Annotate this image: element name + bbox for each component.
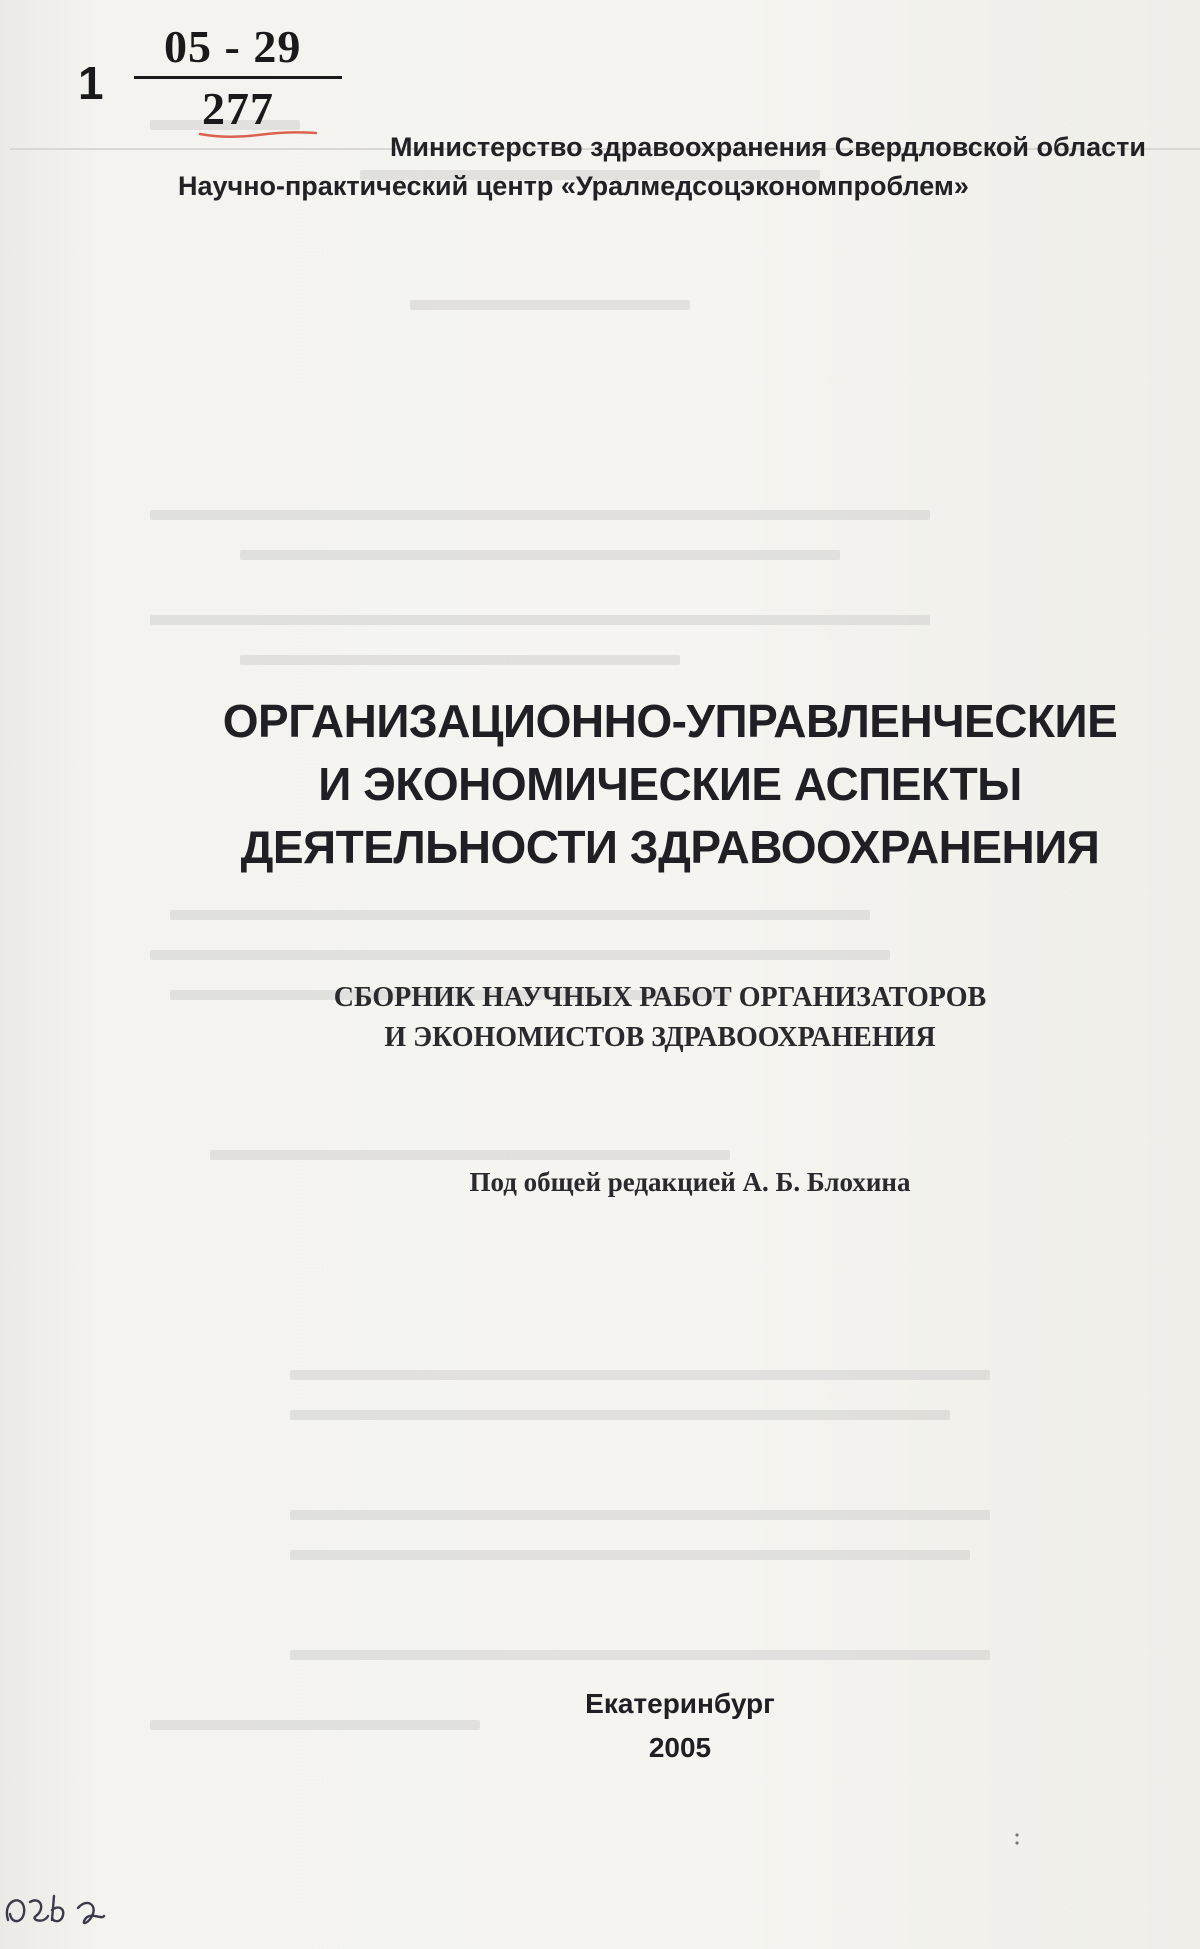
ministry-name: Министерство здравоохранения Свердловской области bbox=[389, 132, 1146, 162]
book-title bbox=[150, 690, 1190, 879]
shelf-mark-prefix: 1 bbox=[78, 57, 104, 109]
shelf-mark-top: 05 - 29 bbox=[164, 21, 302, 72]
editor-credit: Под общей редакцией А. Б. Блохина bbox=[469, 1167, 911, 1197]
shelf-mark-bottom: 277 bbox=[202, 83, 274, 134]
title-line: ДЕЯТЕЛЬНОСТИ ЗДРАВООХРАНЕНИЯ bbox=[240, 821, 1100, 873]
reverse-side-show-through bbox=[150, 110, 1080, 1760]
handwritten-inventory-note bbox=[0, 1880, 120, 1940]
library-shelf-mark bbox=[78, 18, 358, 138]
stray-mark bbox=[1014, 1832, 1020, 1846]
imprint-year: 2005 bbox=[648, 1732, 712, 1763]
imprint-city: Екатеринбург bbox=[585, 1688, 775, 1719]
publisher-header bbox=[160, 128, 1160, 206]
subtitle-line: И ЭКОНОМИСТОВ ЗДРАВООХРАНЕНИЯ bbox=[384, 1022, 936, 1053]
subtitle-line: СБОРНИК НАУЧНЫХ РАБОТ ОРГАНИЗАТОРОВ bbox=[333, 982, 987, 1013]
imprint bbox=[160, 1682, 1160, 1770]
book-subtitle bbox=[160, 978, 1160, 1058]
shelf-mark-fraction-bar bbox=[134, 76, 342, 79]
title-line: ОРГАНИЗАЦИОННО-УПРАВЛЕНЧЕСКИЕ bbox=[222, 695, 1118, 747]
research-center-name: Научно-практический центр «Уралмедсоцэкономпроблем» bbox=[178, 171, 969, 201]
title-line: И ЭКОНОМИЧЕСКИЕ АСПЕКТЫ bbox=[318, 758, 1022, 810]
